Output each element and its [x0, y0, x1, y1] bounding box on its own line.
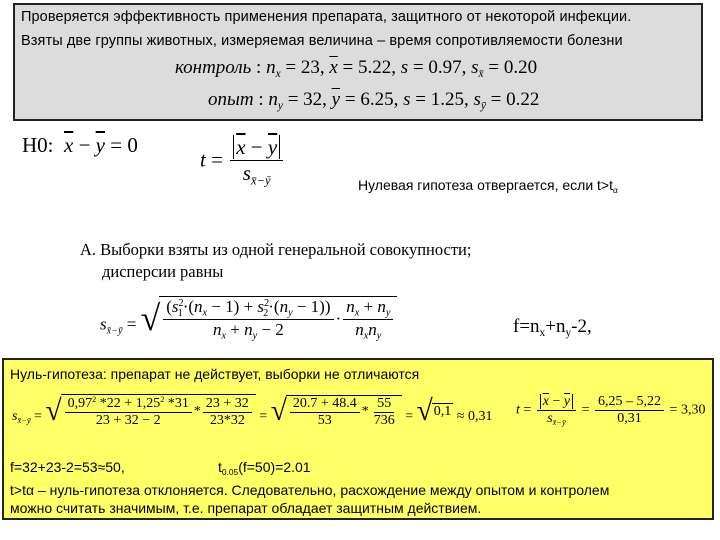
h0-label: H0: [22, 133, 54, 157]
reject-condition: Нулевая гипотеза отвергается, если $t>t_\alpha$ [358, 177, 618, 195]
control-formula: контроль : $n_x = 23$, $\overline{x} = 5.22$, s = 0.97, $s_{x̄} = 0.20$ [175, 57, 538, 80]
calculation-box [2, 358, 714, 520]
case-a-heading: А. Выборки взяты из одной генеральной совокупности; [80, 240, 472, 259]
problem-statement-box [13, 3, 703, 121]
experiment-n: 32 [303, 89, 323, 110]
experiment-s: 1.25 [430, 89, 464, 110]
experiment-label: опыт [208, 89, 254, 110]
experiment-mean: 6.25 [360, 89, 394, 110]
control-s: 0.97 [428, 57, 462, 78]
case-a-subheading: дисперсии равны [102, 262, 224, 281]
t-statistic-formula: t = $\frac{\overline{x} - \overline{y}}{s_{x̄-ȳ}}$ [200, 135, 285, 188]
conclusion-line-2: можно считать значимым, т.е. препарат обладает защитным действием. [10, 500, 482, 516]
control-mean: 5.22 [358, 57, 392, 78]
intro-line-1: Проверяется эффективность применения препарата, защитного от некоторой инфекции. [21, 9, 632, 25]
degrees-of-freedom-formula: $f=n_x+n_y-2$, [513, 316, 592, 339]
pooled-se-formula: $s_{x̄-ȳ}$ = √ $\frac{(s^2_1\cdot(n_x - 1) + s^2_2\cdot(n_y - 1))}{n_x + n_y - 2}$ · $\frac{n_x + n_y}{n_xn_y}$ [100, 296, 397, 341]
conclusion-line-1: t>tα – нуль-гипотеза отклоняется. Следовательно, расхождение между опытом и контролем [10, 482, 610, 498]
null-hypothesis-text: Нуль-гипотеза: препарат не действует, выборки не отличаются [10, 366, 420, 382]
null-hypothesis: H0: $\overline{x} - \overline{y} = 0$ [22, 133, 138, 157]
control-label: контроль [175, 57, 252, 78]
pooled-se-calculation: $s_{x̄-ȳ}$ = √ $\frac{0,97^2 *22 + 1,25^2 *31}{23 + 32 - 2}$ * $\frac{23 + 32}{23*32}$ = √ $\frac{20.7 + 48.4}{53}$ * $\frac{55}{736}$ = √ 0,1 ≈ 0,31 [12, 394, 493, 429]
t-calculation: t = $\frac{\overline{x} - \overline{y}}{s_{x̄-ȳ}}$ = $\frac{6,25 - 5,22}{0,31}$ = 3,30 [516, 394, 706, 427]
critical-t-value: $t_{0.05}(f=50)=2.01$ [218, 459, 311, 477]
control-n: 23 [300, 57, 320, 78]
control-se: 0.20 [503, 57, 538, 78]
experiment-formula: опыт : $n_y = 32$, $\overline{y} = 6.25$, s = 1.25, $s_ȳ = 0.22$ [208, 89, 540, 112]
intro-line-2: Взяты две группы животных, измеряемая величина – время сопротивляемости болезни [21, 33, 623, 49]
experiment-se: 0.22 [506, 89, 540, 110]
df-calculation: f=32+23-2=53≈50, [10, 459, 125, 475]
